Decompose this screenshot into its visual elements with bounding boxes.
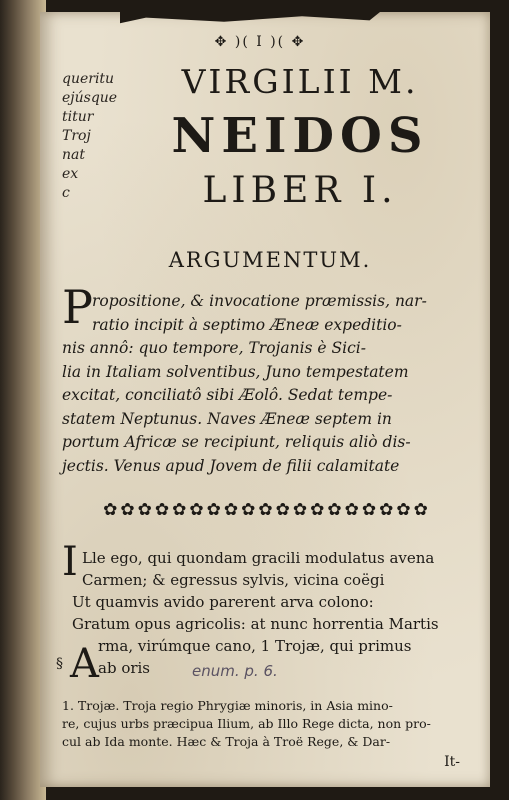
argument-text: [62, 290, 480, 478]
header-ornament: ✥ )( I )( ✥: [214, 34, 306, 50]
footnote-line: cul ab Ida monte. Hæc & Troja à Troë Rege, & Dar-: [62, 734, 391, 749]
argument-line: nis annô: quo tempore, Trojanis è Sici-: [62, 339, 366, 357]
poem-line: rma, virúmque cano, 1 Trojæ, qui primus: [98, 637, 412, 655]
footnote: [62, 697, 482, 751]
poem-line: Gratum opus agricolis: at nunc horrentia Martis: [72, 615, 439, 633]
argument-line: portum Africæ se recipiunt, reliquis aliò dis-: [62, 433, 411, 451]
argument-line: excitat, conciliatô sibi Æolô. Sedat tempe-: [62, 386, 393, 404]
drop-cap: P: [62, 280, 93, 334]
argumentum-heading: ARGUMENTUM.: [168, 248, 372, 272]
margin-note-line: nat: [62, 147, 85, 163]
poem-line: Carmen; & egressus sylvis, vicina coëgi: [82, 571, 385, 589]
argument-line: statem Neptunus. Naves Æneæ septem in: [62, 409, 392, 428]
drop-cap: A: [70, 641, 99, 687]
title-book: LIBER I.: [202, 170, 398, 211]
book-page: [40, 12, 490, 787]
margin-note-line: c: [62, 185, 70, 201]
margin-note-line: ejúsque: [62, 90, 118, 106]
margin-note-line: Troj: [62, 128, 91, 144]
margin-note-line: queritu: [62, 71, 115, 87]
divider-ornament: ✿✿✿✿✿✿✿✿✿✿✿✿✿✿✿✿✿✿✿: [103, 500, 431, 520]
poem-line: ab oris: [98, 659, 151, 677]
argument-line: lia in Italiam solventibus, Juno tempestatem: [62, 362, 409, 381]
title-work: NEIDOS: [171, 108, 429, 164]
handwritten-note: enum. p. 6.: [192, 662, 278, 680]
poem-line: Lle ego, qui quondam gracili modulatus avena: [82, 549, 435, 567]
footnote-line: re, cujus urbs præcipua Ilium, ab Illo Rege dicta, non pro-: [62, 716, 431, 731]
footnote-line: 1. Trojæ. Troja regio Phrygiæ minoris, in Asia mino-: [62, 698, 393, 713]
margin-note-line: ex: [62, 166, 79, 182]
margin-note-line: titur: [62, 109, 94, 125]
title-author: VIRGILII M.: [181, 62, 419, 101]
poem-line: Ut quamvis avido parerent arva colono:: [72, 593, 374, 611]
margin-note: [62, 70, 122, 203]
poem-text: [62, 547, 472, 679]
catchword: It-: [444, 754, 460, 770]
drop-cap: I: [62, 539, 78, 585]
argument-line: ropositione, & invocatione præmissis, nar-: [92, 292, 427, 310]
argument-line: jectis. Venus apud Jovem de filii calamitate: [62, 456, 400, 475]
argument-line: ratio incipit à septimo Æneæ expeditio-: [92, 315, 402, 334]
page-tear: [120, 12, 380, 26]
paragraph-mark: §: [56, 656, 63, 672]
